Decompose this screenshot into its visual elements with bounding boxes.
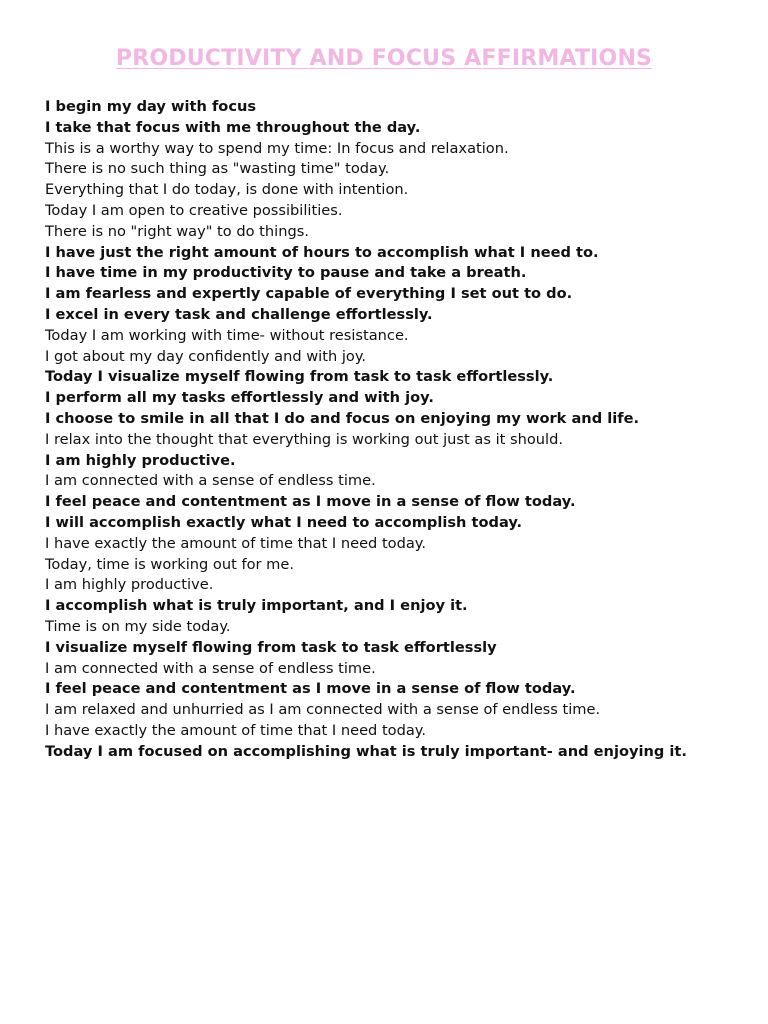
affirmation-list [45, 97, 745, 763]
affirmation-line: Time is on my side today. [45, 617, 231, 635]
affirmation-line: Today, time is working out for me. [45, 555, 294, 573]
affirmation-line: I am relaxed and unhurried as I am connected with a sense of endless time. [45, 701, 601, 719]
affirmation-line: I am connected with a sense of endless time. [45, 472, 376, 490]
affirmation-line: I have time in my productivity to pause and take a breath. [45, 264, 527, 282]
affirmation-line: I am fearless and expertly capable of everything I set out to do. [45, 285, 573, 303]
affirmation-line: I excel in every task and challenge effortlessly. [45, 305, 433, 323]
affirmation-line: I am highly productive. [45, 451, 236, 469]
affirmation-line: I take that focus with me throughout the day. [45, 118, 421, 136]
affirmation-line: I begin my day with focus [45, 98, 257, 115]
affirmation-line: I choose to smile in all that I do and focus on enjoying my work and life. [45, 409, 640, 427]
affirmation-line: Today I am working with time- without resistance. [45, 326, 409, 344]
affirmation-line: Today I visualize myself flowing from task to task effortlessly. [45, 368, 554, 386]
affirmation-line: I got about my day confidently and with joy. [45, 347, 367, 365]
affirmation-line: There is no such thing as "wasting time" today. [45, 160, 390, 178]
affirmation-line: I am highly productive. [45, 576, 214, 594]
affirmation-line: I visualize myself flowing from task to task effortlessly [45, 638, 497, 656]
affirmation-line: Today I am focused on accomplishing what is truly important- and enjoying it. [45, 742, 687, 760]
affirmation-line: I have exactly the amount of time that I need today. [45, 721, 426, 739]
affirmation-line: I perform all my tasks effortlessly and with joy. [45, 389, 434, 407]
affirmation-line: There is no "right way" to do things. [45, 222, 309, 240]
affirmation-line: Everything that I do today, is done with intention. [45, 181, 409, 199]
affirmation-line: I have exactly the amount of time that I need today. [45, 534, 426, 552]
affirmation-line: I will accomplish exactly what I need to accomplish today. [45, 513, 523, 531]
affirmation-line: I feel peace and contentment as I move in a sense of flow today. [45, 493, 576, 511]
affirmation-line: This is a worthy way to spend my time: In focus and relaxation. [45, 139, 509, 157]
affirmation-line: I feel peace and contentment as I move in a sense of flow today. [45, 680, 576, 698]
page-title: PRODUCTIVITY AND FOCUS AFFIRMATIONS [115, 46, 653, 71]
affirmation-line: I am connected with a sense of endless time. [45, 659, 376, 677]
affirmation-line: I have just the right amount of hours to accomplish what I need to. [45, 243, 599, 261]
affirmation-line: I accomplish what is truly important, and I enjoy it. [45, 597, 468, 615]
affirmation-line: I relax into the thought that everything is working out just as it should. [45, 430, 563, 448]
affirmation-line: Today I am open to creative possibilities. [45, 201, 343, 219]
